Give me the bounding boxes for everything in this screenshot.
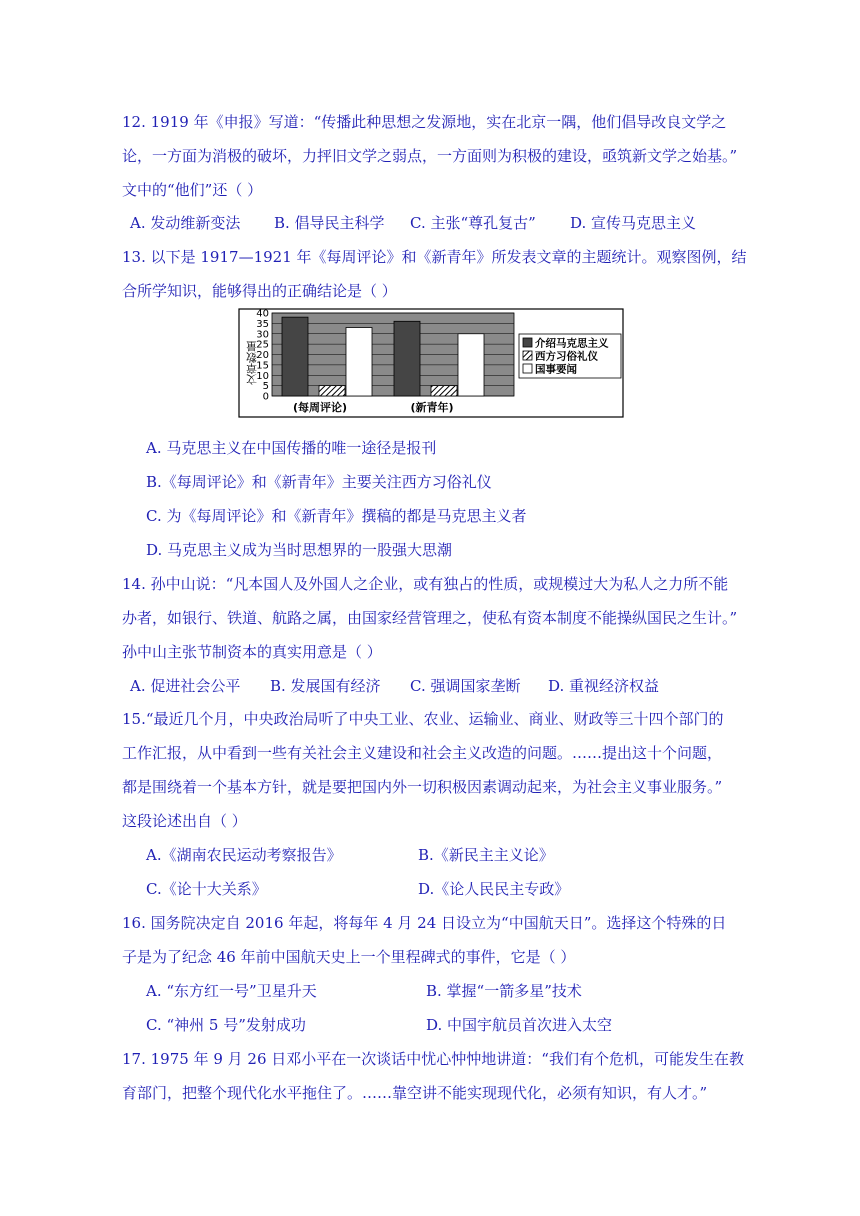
q14-option-c: C. 强调国家垄断 (410, 677, 521, 695)
bar-1-1 (282, 317, 308, 396)
y-tick-label: 30 (256, 329, 269, 341)
y-tick-label: 0 (262, 391, 269, 403)
q16-option-c: C. “神州 5 号”发射成功 (146, 1016, 306, 1034)
q13-option-d: D. 马克思主义成为当时思想界的一股强大思潮 (146, 541, 453, 559)
q16-option-a: A. “东方红一号”卫星升天 (146, 982, 317, 1000)
q15-option-c: C.《论十大关系》 (146, 880, 267, 898)
q15-option-b: B.《新民主主义论》 (418, 846, 554, 864)
q12-option-c: C. 主张“尊孔复古” (410, 214, 536, 232)
q13-option-a: A. 马克思主义在中国传播的唯一途径是报刊 (146, 439, 437, 457)
legend-swatch (523, 351, 532, 360)
q13-line-1: 13. 以下是 1917—1921 年《每周评论》和《新青年》所发表文章的主题统计。观察图例，结 (122, 248, 747, 266)
legend-label: 介绍马克思主义 (535, 337, 609, 350)
y-tick-label: 40 (256, 308, 269, 320)
q14-option-b: B. 发展国有经济 (270, 677, 381, 695)
y-tick-label: 15 (256, 360, 269, 372)
q12-option-a: A. 发动维新变法 (130, 214, 241, 232)
q15-option-a: A.《湖南农民运动考察报告》 (146, 846, 342, 864)
q16-option-d: D. 中国宇航员首次进入太空 (426, 1016, 613, 1034)
legend-label: 西方习俗礼仪 (535, 350, 598, 363)
q17-line-1: 17. 1975 年 9 月 26 日邓小平在一次谈话中忧心忡忡地讲道：“我们有个危机，可能发生在教 (122, 1050, 744, 1068)
q13-line-2: 合所学知识，能够得出的正确结论是（ ） (122, 282, 397, 300)
y-tick-label: 25 (256, 339, 269, 351)
chart-legend (519, 334, 621, 378)
y-tick-label: 20 (256, 350, 269, 361)
legend-swatch (523, 364, 532, 373)
bar-1-2 (394, 321, 420, 396)
bar-3-1 (346, 328, 372, 396)
q15-line-4: 这段论述出自（ ） (122, 812, 247, 830)
y-axis-label: 文章数量 (245, 341, 259, 385)
bar-2-2 (431, 386, 457, 396)
q17-line-2: 育部门，把整个现代化水平拖住了。……靠空讲不能实现现代化，必须有知识，有人才。” (122, 1084, 708, 1102)
q15-line-2: 工作汇报，从中看到一些有关社会主义建设和社会主义改造的问题。……提出这十个问题， (122, 744, 723, 762)
legend-label: 国事要闻 (535, 363, 577, 376)
y-tick-label: 35 (256, 318, 269, 330)
q12-line-2: 论，一方面为消极的破坏，力抨旧文学之弱点，一方面则为积极的建设，亟筑新文学之始基。” (122, 147, 738, 165)
legend-swatch (523, 338, 532, 347)
q16-option-b: B. 掌握“一箭多星”技术 (426, 982, 582, 1000)
q15-line-3: 都是围绕着一个基本方针，就是要把国内外一切积极因素调动起来，为社会主义事业服务。” (122, 778, 723, 796)
q15-line-1: 15.“最近几个月，中央政治局听了中央工业、农业、运输业、商业、财政等三十四个部门的 (122, 710, 724, 728)
q14-line-3: 孙中山主张节制资本的真实用意是（ ） (122, 643, 382, 661)
y-tick-label: 10 (256, 370, 269, 382)
q15-option-d: D.《论人民民主专政》 (418, 880, 570, 898)
q13-option-b: B.《每周评论》和《新青年》主要关注西方习俗礼仪 (146, 473, 492, 491)
q12-line-1: 12. 1919 年《申报》写道：“传播此种思想之发源地，实在北京一隅，他们倡导改良文学之 (122, 113, 727, 131)
bar-2-1 (319, 386, 345, 396)
q16-line-1: 16. 国务院决定自 2016 年起，将每年 4 月 24 日设立为“中国航天日”。选择这个特殊的日 (122, 914, 727, 932)
bar-3-2 (458, 334, 484, 396)
y-tick-label: 5 (262, 381, 269, 393)
q14-line-1: 14. 孙中山说：“凡本国人及外国人之企业，或有独占的性质，或规模过大为私人之力所不能 (122, 575, 729, 593)
q12-option-b: B. 倡导民主科学 (274, 214, 385, 232)
q12-option-d: D. 宣传马克思主义 (570, 214, 697, 232)
q13-option-c: C. 为《每周评论》和《新青年》撰稿的都是马克思主义者 (146, 507, 527, 525)
q14-option-d: D. 重视经济权益 (548, 677, 660, 695)
q14-option-a: A. 促进社会公平 (130, 677, 241, 695)
q12-line-3: 文中的“他们”还（ ） (122, 181, 263, 199)
topic-statistics-chart (238, 308, 624, 418)
x-tick-label: (新青年) (410, 401, 454, 414)
q14-line-2: 办者，如银行、铁道、航路之属，由国家经营管理之，使私有资本制度不能操纵国民之生计。” (122, 609, 738, 627)
x-tick-label: (每周评论) (292, 401, 348, 414)
q16-line-2: 子是为了纪念 46 年前中国航天史上一个里程碑式的事件，它是（ ） (122, 948, 576, 966)
